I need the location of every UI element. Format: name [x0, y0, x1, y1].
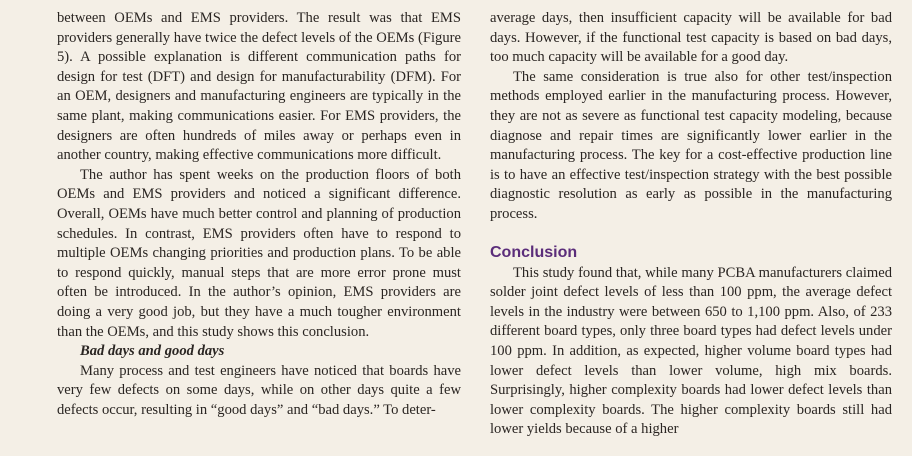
right-paragraph-1: average days, then insufficient capacity will be available for bad days. However, if the functional test capacity is based on bad days, too much capacity will be available for a good day. — [490, 10, 892, 66]
right-paragraph-2: The same consideration is true also for other test/inspection methods employed earlier in the manufacturing process. However, they are not as severe as functional test capacity modeling, because diagnose and repair times are significantly lower earlier in the manufacturing process. The key for a cost-effective production line is to have an effective test/inspection strategy with the best possible diagnostic resolution as early as possible in the manufacturing process. — [490, 68, 892, 222]
right-paragraph-3: This study found that, while many PCBA manufacturers claimed solder joint defect levels of less than 100 ppm, the average defect levels in the industry were between 650 to 1,100 ppm. Also, of 233 different board types, only three board types had defect levels under 100 ppm. In addition, as expected, higher volume board types had lower defect levels than lower volume, high mix boards. Surprisingly, higher complexity boards had lower defect levels than lower complexity boards. The higher complexity boards still had lower yields because of a higher — [490, 264, 892, 438]
subheading-bad-days: Bad days and good days — [80, 343, 225, 360]
conclusion-heading: Conclusion — [490, 243, 578, 261]
left-paragraph-3: Many process and test engineers have noticed that boards have very few defects on some days, while on other days quite a few defects occur, resulting in “good days” and “bad days.” To deter- — [57, 362, 461, 418]
right-column — [490, 9, 892, 440]
left-paragraph-1: between OEMs and EMS providers. The result was that EMS providers generally have twice the defect levels of the OEMs (Figure 5). A possible explanation is different communication paths for design for test (DFT) and design for manufacturability (DFM). For an OEM, designers and manufacturing engineers are typically in the same plant, making communications easier. For EMS providers, the designers are often hundreds of miles away or perhaps even in another country, making effective communications more difficult. — [57, 10, 461, 164]
left-column — [57, 9, 461, 420]
left-paragraph-2: The author has spent weeks on the production floors of both OEMs and EMS providers and noticed a significant difference. Overall, OEMs have much better control and planning of production schedules. In contrast, EMS providers often have to respond to multiple OEMs changing priorities and production plans. To be able to respond quickly, manual steps that are more error prone must often be introduced. In the author’s opinion, EMS providers are doing a very good job, but they have a much tougher environment than the OEMs, and this study shows this conclusion. — [57, 166, 461, 340]
